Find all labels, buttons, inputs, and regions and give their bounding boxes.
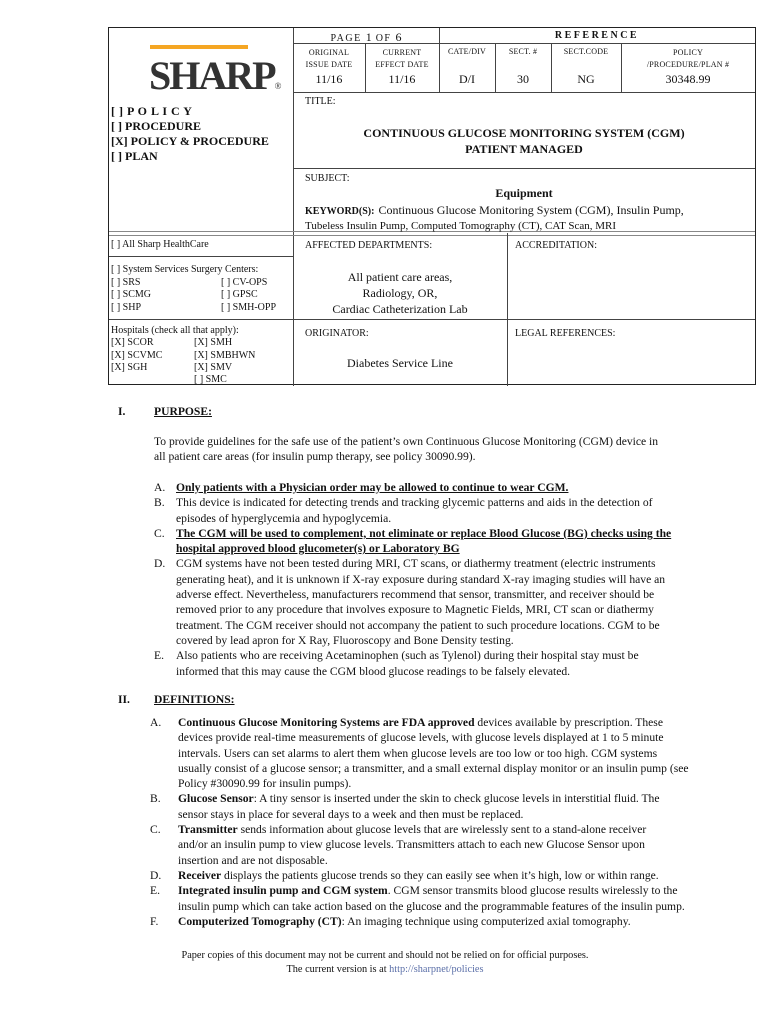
- list-line: generating heat), and it is unknown if X-ray exposure during standard X-ray imaging studies will have an: [176, 572, 666, 586]
- hosp-smh: [X] SMH: [194, 337, 233, 349]
- list-line: Policy #30090.99 for insulin pumps).: [178, 777, 352, 791]
- hosp-sgh: [X] SGH: [111, 361, 148, 373]
- type-policy-procedure: [X] POLICY & PROCEDURE: [111, 134, 269, 148]
- sect-code-label: SECT.CODE: [563, 47, 609, 56]
- purpose-numeral: I.: [118, 405, 126, 418]
- keywords: [305, 203, 753, 233]
- list-line: usually consist of a glucose sensor; a transmitter, and a small external display monitor or an insulin pump (see: [178, 761, 689, 775]
- label-line: /PROCEDURE/PLAN #: [646, 60, 730, 69]
- list-line: adverse effect. Nevertheless, manufacturers recommend that sensor, transmitter, and receiver should be: [176, 588, 655, 602]
- list-item: [154, 495, 759, 526]
- hosp-smbhwn: [X] SMBHWN: [194, 349, 256, 361]
- list-line: This device is indicated for detecting trends and tracking glycemic patterns and aids in the detection of: [176, 496, 653, 510]
- label-line: CURRENT: [382, 48, 422, 57]
- accreditation-label: ACCREDITATION:: [515, 240, 597, 251]
- policy-number-value: 30348.99: [665, 72, 711, 86]
- logo-text: SHARP: [149, 53, 275, 98]
- list-letter: A.: [150, 716, 162, 729]
- sharp-logo: [149, 52, 281, 99]
- list-line: treatment. The CGM receiver should not accompany the patient to such procedure locations. CGM to be: [176, 618, 660, 632]
- label-line: EFFECT DATE: [375, 60, 429, 69]
- list-letter: E.: [154, 649, 164, 663]
- cate-div-label: CATE/DIV: [447, 47, 487, 56]
- originator-value: Diabetes Service Line: [347, 356, 453, 370]
- list-line: The CGM will be used to complement, not eliminate or replace Blood Glucose (BG) checks using the: [176, 526, 672, 540]
- definition-text: . CGM sensor transmits blood glucose results wirelessly to the: [387, 884, 678, 898]
- list-line: Only patients with a Physician order may be allowed to continue to wear CGM.: [176, 481, 569, 494]
- purpose-heading: PURPOSE:: [154, 405, 212, 418]
- svc-srs: [ ] SRS: [111, 276, 141, 288]
- list-letter: E.: [150, 884, 160, 898]
- policies-link[interactable]: http://sharpnet/policies: [389, 964, 484, 975]
- current-effect-date-label: [365, 47, 439, 71]
- hospitals: [111, 325, 291, 387]
- keywords-line: Continuous Glucose Monitoring System (CGM), Insulin Pump,: [378, 203, 684, 217]
- definition-item: [150, 868, 762, 883]
- affected-departments: [293, 269, 507, 317]
- list-item: [154, 648, 759, 679]
- keywords-line: Tubeless Insulin Pump, Computed Tomography (CT), CAT Scan, MRI: [305, 220, 617, 232]
- type-plan: [ ] PLAN: [111, 149, 158, 163]
- definition-text: : A tiny sensor is inserted under the skin to check glucose levels in interstitial fluid. The: [253, 792, 660, 806]
- list-line: covered by lead apron for X Ray, Fluoroscopy and Bone Density testing.: [176, 633, 514, 647]
- list-line: hospital approved blood glucometer(s) or Laboratory BG: [176, 542, 460, 556]
- svc-shp: [ ] SHP: [111, 301, 142, 313]
- paragraph-line: To provide guidelines for the safe use of the patient’s own Continuous Glucose Monitoring (CGM) device in: [154, 435, 659, 448]
- document-header-table: [108, 27, 756, 385]
- title-line: PATIENT MANAGED: [465, 142, 583, 156]
- definitions-heading: DEFINITIONS:: [154, 693, 235, 706]
- system-services-label: [ ] System Services Surgery Centers:: [111, 264, 259, 275]
- list-line: devices provide real-time measurements of glucose levels, with glucose levels displayed at 1 to 5 minute: [178, 731, 664, 745]
- list-letter: B.: [154, 496, 165, 510]
- svc-gpsc: [ ] GPSC: [221, 289, 258, 300]
- document-title: [293, 125, 755, 157]
- title-label: TITLE:: [305, 96, 336, 107]
- svc-scmg: [ ] SCMG: [111, 289, 152, 300]
- definition-term: Computerized Tomography (CT): [178, 914, 342, 928]
- policy-number-label: [621, 47, 755, 71]
- list-line: insulin pump which can take action based on the glucose and the programmable features of the insulin pump.: [178, 899, 685, 913]
- label-line: ISSUE DATE: [305, 60, 353, 69]
- document-type-list: [111, 104, 269, 164]
- list-letter: C.: [154, 526, 165, 540]
- reference-label: REFERENCE: [554, 30, 640, 41]
- definition-item: [150, 791, 762, 822]
- original-issue-date-label: [293, 47, 365, 71]
- definition-text: : An imaging technique using computerized axial tomography.: [341, 914, 631, 928]
- list-line: CGM systems have not been tested during MRI, CT scans, or diathermy treatment (electric instruments: [176, 557, 656, 571]
- list-line: Also patients who are receiving Acetaminophen (such as Tylenol) during their hospital stay must be: [176, 649, 639, 663]
- list-item: [154, 480, 759, 495]
- hosp-smv: [X] SMV: [194, 361, 233, 373]
- of-label: OF: [375, 33, 392, 44]
- definition-item: [150, 822, 762, 868]
- footer-disclaimer: Paper copies of this document may not be current and should not be relied on for official purposes.: [181, 950, 589, 961]
- definition-term: Glucose Sensor: [178, 792, 254, 806]
- label-line: POLICY: [672, 48, 704, 57]
- list-line: sensor stays in place for several days to a week and then must be replaced.: [178, 807, 524, 821]
- svc-cv-ops: [ ] CV-OPS: [221, 276, 268, 288]
- footer-current-version: [0, 964, 770, 975]
- sharp-logo-bars: [150, 45, 290, 52]
- list-line: informed that this may cause the CGM blood glucose readings to be falsely elevated.: [176, 664, 571, 678]
- affected-departments-label: AFFECTED DEPARTMENTS:: [305, 240, 433, 251]
- originator-label: ORIGINATOR:: [305, 328, 369, 339]
- registered-mark: ®: [274, 81, 282, 91]
- list-letter: C.: [150, 823, 161, 837]
- page-number: 1: [365, 30, 372, 44]
- cate-div-value: D/I: [459, 72, 475, 86]
- hosp-smc: [ ] SMC: [194, 374, 227, 386]
- all-sharp-healthcare: [ ] All Sharp HealthCare: [111, 239, 209, 250]
- original-issue-date: 11/16: [315, 72, 343, 86]
- page-label: PAGE: [330, 33, 362, 44]
- subject-value: Equipment: [495, 186, 553, 200]
- svc-smh-opp: [ ] SMH-OPP: [221, 301, 277, 313]
- definition-item: [150, 914, 762, 929]
- list-line: and/or an insulin pump to view glucose levels. Transmitters attach to each new Glucose Sensor upon: [178, 838, 645, 852]
- keywords-label: KEYWORD(S):: [305, 206, 375, 217]
- definition-text: devices available by prescription. These: [474, 716, 663, 729]
- list-item: [154, 556, 759, 648]
- sect-num-value: 30: [517, 72, 529, 86]
- hospitals-label: Hospitals (check all that apply):: [111, 325, 239, 336]
- hosp-scor: [X] SCOR: [111, 337, 154, 349]
- department-line: Cardiac Catheterization Lab: [332, 302, 468, 316]
- definition-term: Receiver: [178, 868, 222, 882]
- subject-label: SUBJECT:: [305, 173, 350, 184]
- type-procedure: [ ] PROCEDURE: [111, 119, 201, 133]
- hosp-scvmc: [X] SCVMC: [111, 349, 163, 361]
- department-line: Radiology, OR,: [362, 286, 438, 300]
- sect-code-value: NG: [577, 72, 595, 86]
- definition-term: Transmitter: [178, 823, 238, 837]
- title-line: CONTINUOUS GLUCOSE MONITORING SYSTEM (CGM): [363, 126, 685, 140]
- list-line: insertion and are not disposable.: [178, 853, 328, 867]
- definitions-numeral: II.: [118, 693, 130, 706]
- purpose-intro: [154, 434, 754, 465]
- definition-term: Continuous Glucose Monitoring Systems are FDA approved: [178, 716, 475, 729]
- purpose-list: [154, 480, 759, 679]
- legal-references-label: LEGAL REFERENCES:: [515, 328, 616, 339]
- list-letter: D.: [150, 868, 162, 882]
- list-line: removed prior to any procedure that involves exposure to Magnetic Fields, MRI, CT scan or diathermy: [176, 603, 654, 617]
- system-services: [111, 264, 291, 315]
- paragraph-line: all patient care areas (for insulin pump therapy, see policy 30090.99).: [154, 450, 476, 464]
- footer-prefix: The current version is at: [286, 964, 390, 975]
- definition-text: sends information about glucose levels that are wirelessly sent to a stand-alone receiver: [237, 823, 647, 837]
- page-total: 6: [395, 30, 402, 44]
- list-letter: A.: [154, 481, 166, 494]
- department-line: All patient care areas,: [347, 270, 453, 284]
- sect-num-label: SECT. #: [508, 47, 538, 56]
- list-letter: D.: [154, 557, 166, 571]
- definition-term: Integrated insulin pump and CGM system: [178, 884, 388, 898]
- current-effect-date: 11/16: [388, 72, 416, 86]
- list-item: [154, 526, 759, 557]
- definition-item: [150, 883, 762, 914]
- definition-item: [150, 715, 762, 791]
- type-policy: [ ] P O L I C Y: [111, 104, 193, 118]
- list-letter: B.: [150, 792, 161, 806]
- page-indicator: [293, 30, 439, 45]
- list-line: intervals. Users can set alarms to alert them when glucose levels are too low or too high. CGM systems: [178, 746, 658, 760]
- list-line: episodes of hyperglycemia and hypoglycemia.: [176, 511, 392, 525]
- list-letter: F.: [150, 914, 159, 928]
- definition-text: displays the patients glucose trends so they can easily see when it’s high, low or within range.: [221, 868, 659, 882]
- label-line: ORIGINAL: [308, 48, 350, 57]
- definitions-list: [150, 715, 762, 929]
